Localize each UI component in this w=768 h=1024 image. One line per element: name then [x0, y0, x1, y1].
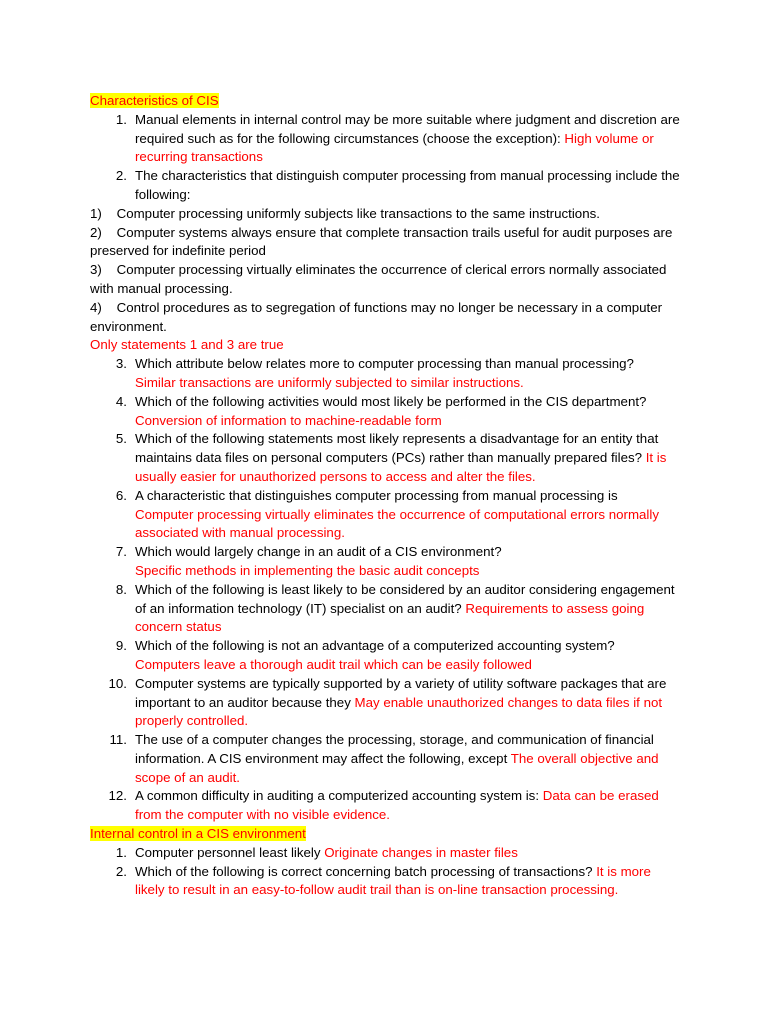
question-text: Which of the following is correct concerning batch processing of transactions? — [135, 863, 597, 879]
statement: 4) Control procedures as to segregation of functions may no longer be necessary in a computer environment. — [90, 299, 666, 334]
item-number: 3. — [115, 356, 127, 372]
question-text: Which attribute below relates more to computer processing than manual processing? — [135, 356, 634, 372]
item-number: 11. — [109, 732, 127, 748]
question-item — [90, 731, 682, 787]
question-item — [90, 393, 682, 431]
question-item — [90, 487, 682, 543]
answer-text: It is more likely to result in an easy-to-follow audit trail than is on-line transaction processing. — [135, 863, 651, 898]
statement: 2) Computer systems always ensure that complete transaction trails useful for audit purposes are preserved for indefinite period — [90, 224, 677, 259]
question-text: The use of a computer changes the processing, storage, and communication of financial information. A CIS environment may affect the following, except — [135, 732, 654, 766]
question-text: Which of the following activities would most likely be performed in the CIS department? — [135, 393, 647, 409]
question-text: Which would largely change in an audit of a CIS environment? — [135, 544, 502, 560]
answer-text: Similar transactions are uniformly subjected to similar instructions. — [135, 374, 524, 390]
answer-text: Computers leave a thorough audit trail which can be easily followed — [135, 656, 532, 672]
question-text: Which of the following statements most likely represents a disadvantage for an entity that maintains data files on personal computers (PCs) rather than manually prepared files? — [135, 431, 659, 466]
item-number: 10. — [108, 675, 127, 691]
answer-text: May enable unauthorized changes to data files if not properly controlled. — [135, 694, 663, 729]
question-item — [90, 581, 682, 637]
answer-text: It is usually easier for unauthorized persons to access and alter the files. — [135, 450, 667, 484]
item-number: 1. — [115, 111, 127, 127]
question-item — [90, 675, 682, 731]
question-item — [90, 637, 682, 675]
question-text: A common difficulty in auditing a computerized accounting system is: — [135, 788, 543, 804]
section-heading: Internal control in a CIS environment — [90, 826, 306, 842]
question-item — [90, 844, 682, 863]
item-number: 2. — [115, 168, 127, 184]
question-text: Computer systems are typically supported by a variety of utility software packages that are important to an auditor because they — [135, 675, 667, 710]
answer-text: The overall objective and scope of an audit. — [135, 750, 659, 785]
item-number: 8. — [115, 581, 127, 597]
statement: 1) Computer processing uniformly subjects like transactions to the same instructions. — [90, 205, 600, 221]
item-number: 2. — [115, 863, 127, 879]
section-heading: Characteristics of CIS — [90, 93, 219, 108]
answer-text: Requirements to assess going concern status — [135, 600, 645, 635]
item-number: 6. — [115, 487, 127, 503]
question-item — [90, 111, 682, 167]
item-number: 7. — [115, 544, 127, 560]
statement: 3) Computer processing virtually eliminates the occurrence of clerical errors normally associated with manual processing. — [90, 262, 671, 296]
question-text: A characteristic that distinguishes computer processing from manual processing is — [135, 487, 618, 503]
answer-text: Originate changes in master files — [324, 844, 518, 860]
answer-text: Data can be erased from the computer with no visible evidence. — [135, 788, 659, 823]
item-number: 4. — [115, 393, 127, 409]
question-item — [90, 430, 682, 486]
question-item — [90, 787, 682, 825]
question-text: The characteristics that distinguish computer processing from manual processing include the following: — [135, 168, 680, 202]
question-item — [90, 355, 682, 393]
question-item — [90, 863, 682, 901]
item-number: 9. — [115, 638, 127, 654]
item-number: 1. — [115, 844, 127, 860]
answer-text: Computer processing virtually eliminates the occurrence of computational errors normally associated with manual processing. — [135, 506, 659, 541]
question-item — [90, 167, 682, 205]
statements-answer: Only statements 1 and 3 are true — [90, 337, 284, 353]
question-text: Which of the following is not an advantage of a computerized accounting system? — [135, 638, 615, 654]
item-number: 12. — [108, 788, 127, 804]
question-item — [90, 543, 682, 581]
question-text: Which of the following is least likely to be considered by an auditor considering engagement of an information technology (IT) specialist on an audit? — [135, 581, 675, 616]
question-text: Computer personnel least likely — [135, 844, 325, 860]
answer-text: Specific methods in implementing the basic audit concepts — [135, 562, 480, 578]
item-number: 5. — [115, 431, 127, 447]
document-content — [90, 92, 682, 900]
question-text: Manual elements in internal control may be more suitable where judgment and discretion are required such as for the following circumstances (choose the exception): — [135, 111, 680, 146]
answer-text: High volume or recurring transactions — [135, 130, 654, 165]
answer-text: Conversion of information to machine-readable form — [135, 412, 442, 428]
